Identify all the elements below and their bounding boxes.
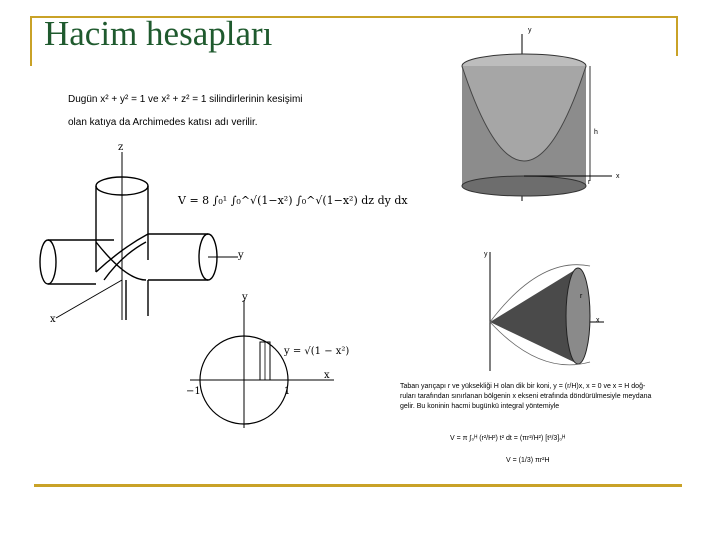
- cyl-label-r: r: [588, 179, 591, 186]
- volume-formula-tail: dz dy dx: [361, 194, 408, 207]
- circle-minus-one: −1: [186, 386, 201, 397]
- axis-label-y: y: [238, 250, 244, 261]
- circle-one: 1: [284, 386, 291, 397]
- cone-formula-1: V = π ∫₀ᴴ (r²/H²) t² dt = (πr²/H²) [t³/3]₀ᴴ: [450, 435, 566, 442]
- cone-axis-x: x: [596, 317, 600, 324]
- volume-formula: [178, 194, 408, 207]
- cone-text-line-1: Taban yarıçapı r ve yüksekliği H olan dik bir koni, y = (r/H)x, x = 0 ve x = H doğ-: [400, 383, 646, 390]
- cone-label-r: r: [580, 293, 583, 300]
- circle-axis-y: y: [242, 292, 248, 303]
- caption-line-1: Dugün x² + y² = 1 ve x² + z² = 1 silindirlerinin kesişimi: [68, 94, 303, 105]
- slide-title: Hacim hesapları: [44, 14, 273, 53]
- left-accent-rule: [30, 16, 32, 66]
- volume-formula-lhs: V = 8: [178, 194, 210, 207]
- cone-figure: [400, 246, 680, 476]
- right-accent-rule: [676, 16, 678, 56]
- cone-axis-y: y: [484, 251, 488, 258]
- volume-formula-integrals: ∫₀¹ ∫₀^√(1−x²) ∫₀^√(1−x²): [212, 194, 358, 207]
- cylinder-figure: [440, 26, 640, 216]
- cyl-axis-y: y: [528, 27, 532, 34]
- cyl-axis-x: x: [616, 173, 620, 180]
- axis-label-x: x: [50, 314, 56, 325]
- cone-text-line-2: ruları tarafından sınırlanan bölgenin x ekseni etrafında döndürülmesiyle meydana: [400, 393, 652, 400]
- archimedes-figure: [34, 90, 408, 435]
- cone-text-line-3: gelir. Bu koninin hacmi bugünkü integral yöntemiyle: [400, 403, 560, 410]
- circle-axis-x: x: [324, 370, 330, 381]
- unit-circle-diagram: [186, 290, 346, 430]
- circle-equation: y = √(1 − x²): [284, 346, 350, 357]
- axis-label-z: z: [118, 142, 124, 153]
- caption-line-2: olan katıya da Archimedes katısı adı verilir.: [68, 117, 258, 128]
- cyl-label-h: h: [594, 129, 598, 136]
- cylinder-drawing: [440, 26, 640, 216]
- cone-formula-2: V = (1/3) πr²H: [506, 457, 550, 464]
- cone-drawing: [480, 246, 610, 376]
- bottom-accent-rule: [34, 484, 682, 487]
